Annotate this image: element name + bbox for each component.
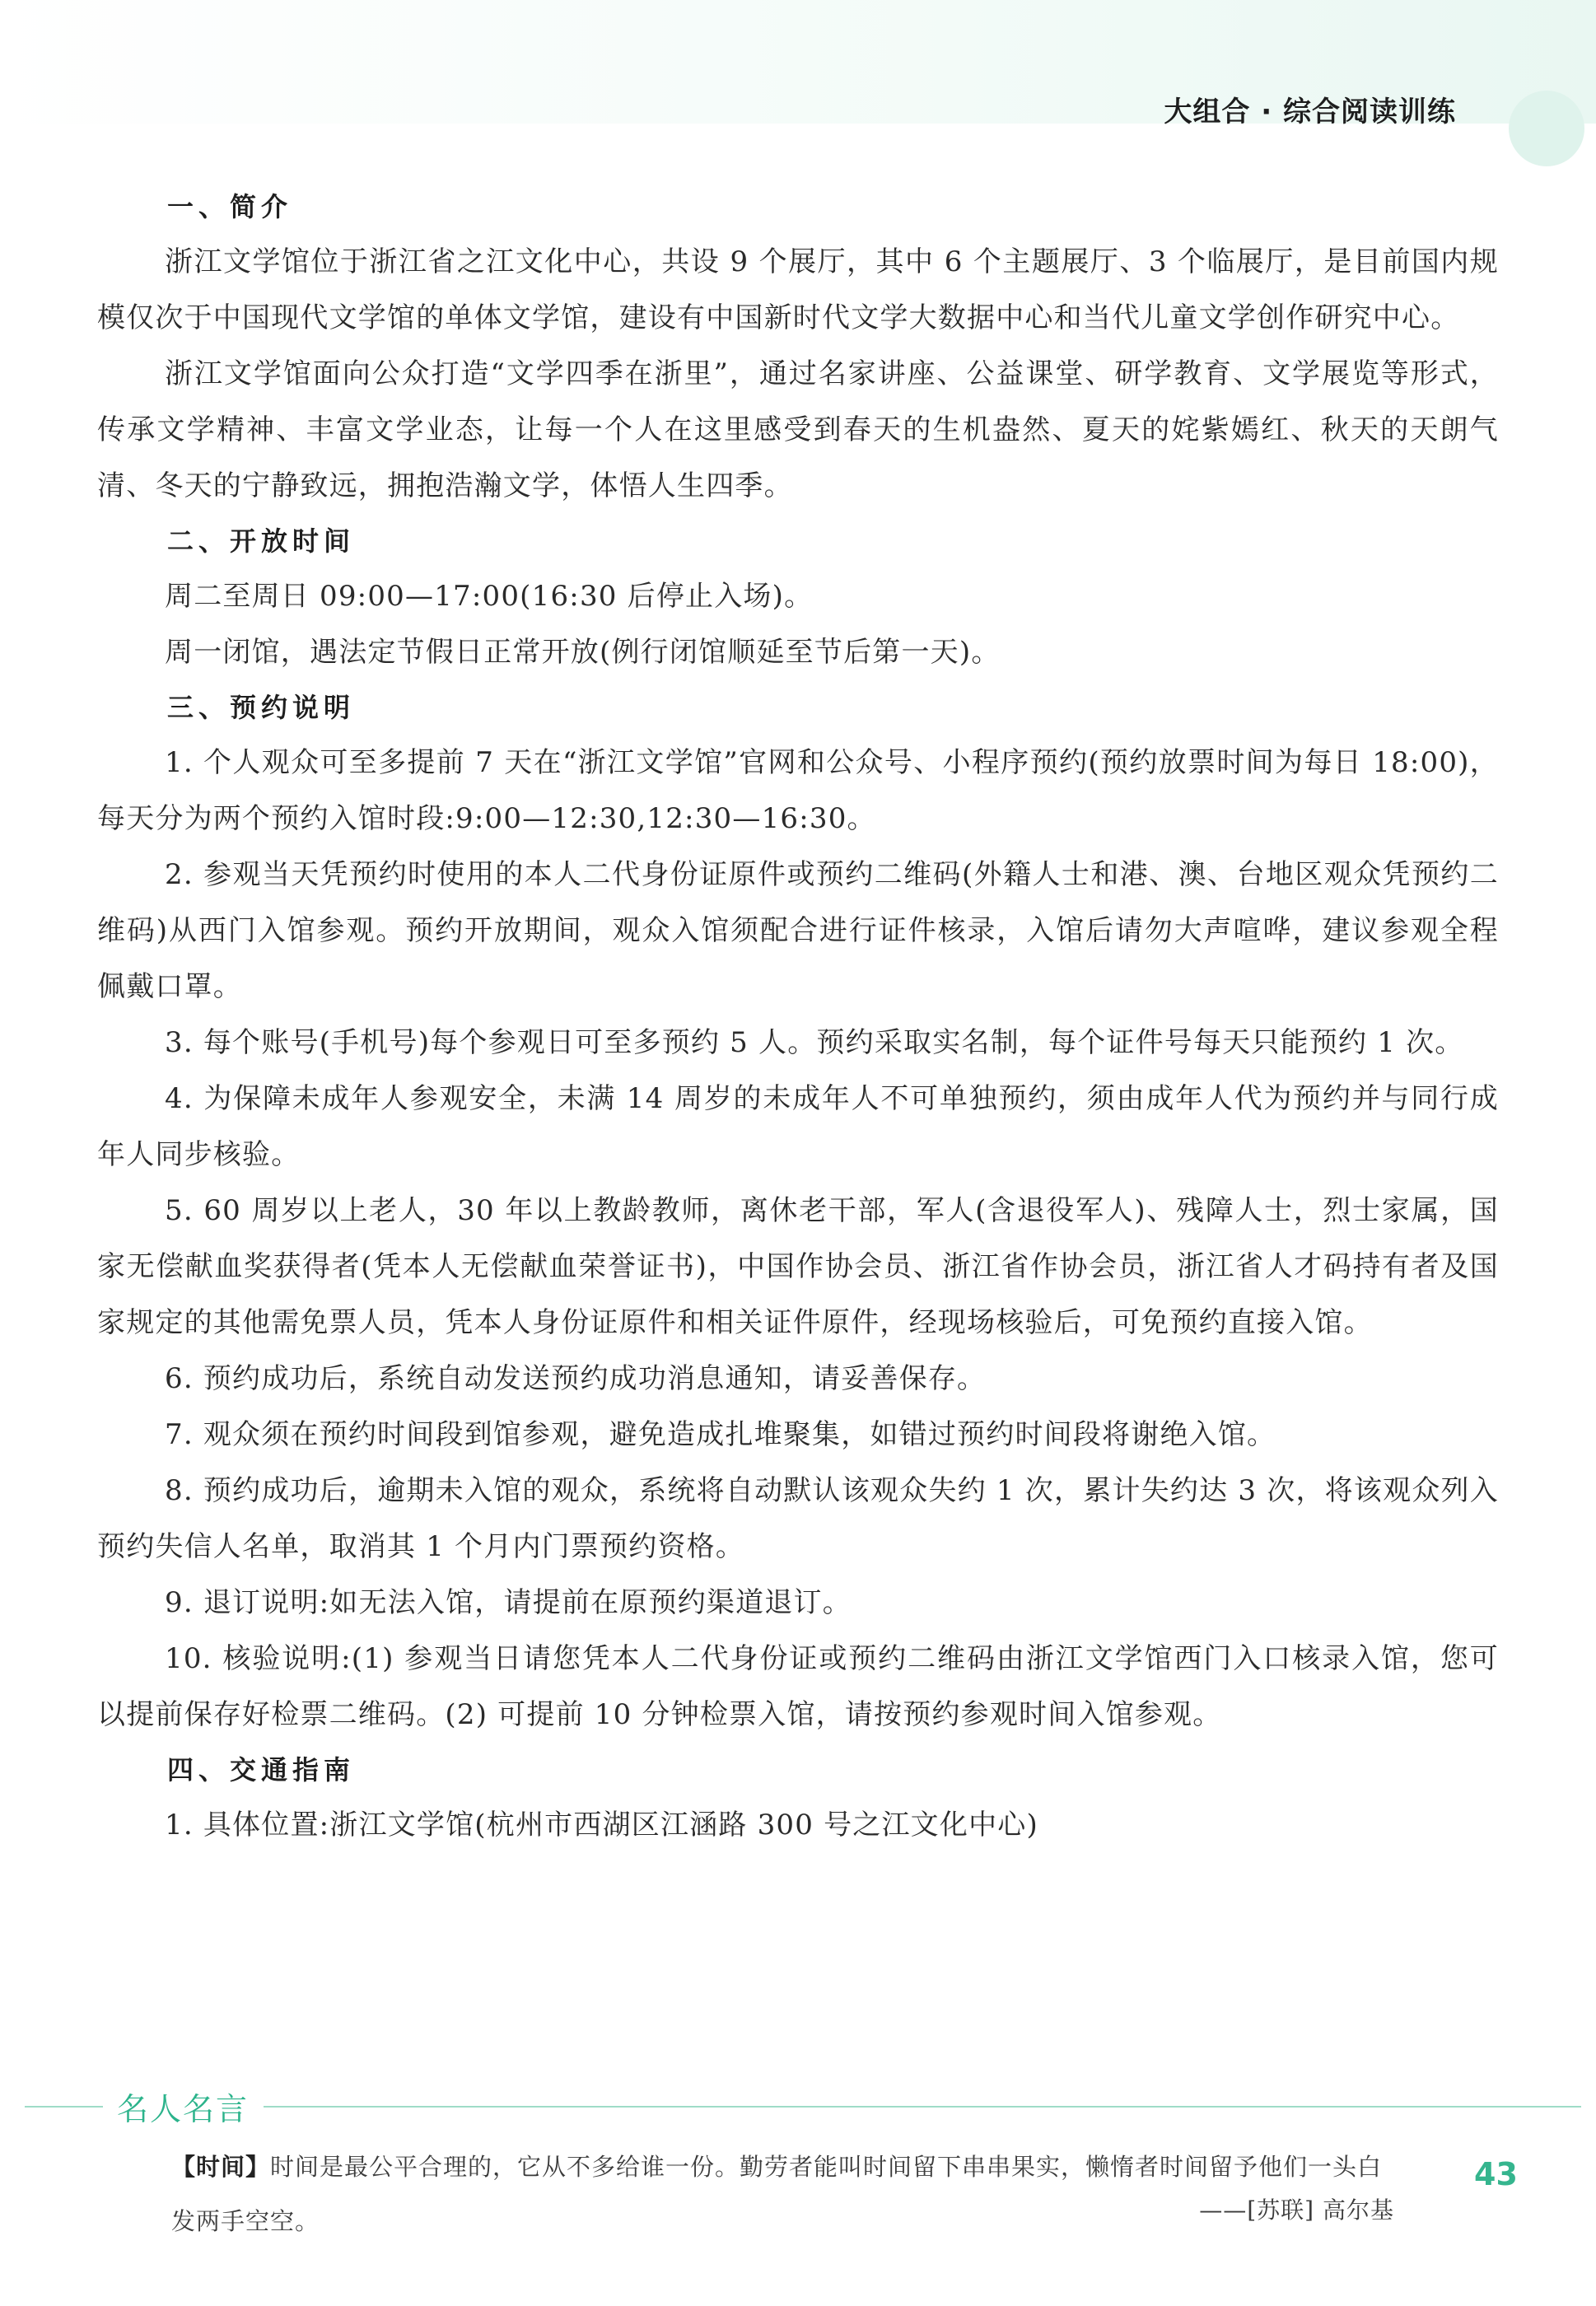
list-item: 3. 每个账号(手机号)每个参观日可至多预约 5 人。预约采取实名制，每个证件号每天只能预约 1 次。 <box>165 1026 1464 1059</box>
list-item: 2. 参观当天凭预约时使用的本人二代身份证原件或预约二维码(外籍人士和港、澳、台地区观众凭预约二维码)从西门入馆参观。预约开放期间，观众入馆须配合进行证件核录，入馆后请勿大声喧哗，建议参观全程佩戴口罩。 <box>97 858 1499 1003</box>
paragraph: 浙江文学馆位于浙江省之江文化中心，共设 9 个展厅，其中 6 个主题展厅、3 个临展厅，是目前国内规模仅次于中国现代文学馆的单体文学馆，建设有中国新时代文学大数据中心和当代儿童文学创作研究中心。 <box>97 245 1499 334</box>
quote-text: 时间是最公平合理的，它从不多给谁一份。勤劳者能叫时间留下串串果实，懒惰者时间留予他们一头白发两手空空。 <box>171 2153 1383 2235</box>
list-item: 10. 核验说明:(1) 参观当日请您凭本人二代身份证或预约二维码由浙江文学馆西门入口核录入馆，您可以提前保存好检票二维码。(2) 可提前 10 分钟检票入馆，请按预约参观时间入馆参观。 <box>97 1642 1499 1731</box>
page-body <box>97 180 1499 1853</box>
list-item: 6. 预约成功后，系统自动发送预约成功消息通知，请妥善保存。 <box>165 1362 987 1395</box>
list-item: 1. 具体位置:浙江文学馆(杭州市西湖区江涵路 300 号之江文化中心) <box>165 1809 1038 1842</box>
quote-source: ——[苏联] 高尔基 <box>1199 2196 1394 2224</box>
footer-label: 名人名言 <box>117 2091 250 2127</box>
list-item: 4. 为保障未成年人参观安全，未满 14 周岁的未成年人不可单独预约，须由成年人代为预约并与同行成年人同步核验。 <box>97 1082 1499 1171</box>
paragraph: 浙江文学馆面向公众打造“文学四季在浙里”，通过名家讲座、公益课堂、研学教育、文学展览等形式，传承文学精神、丰富文学业态，让每一个人在这里感受到春天的生机盎然、夏天的姹紫嫣红、秋天的天朗气清、冬天的宁静致远，拥抱浩瀚文学，体悟人生四季。 <box>97 357 1499 502</box>
paragraph: 周二至周日 09:00—17:00(16:30 后停止入场)。 <box>165 580 814 613</box>
list-item: 9. 退订说明:如无法入馆，请提前在原预约渠道退订。 <box>165 1586 852 1619</box>
list-item: 1. 个人观众可至多提前 7 天在“浙江文学馆”官网和公众号、小程序预约(预约放票时间为每日 18:00)，每天分为两个预约入馆时段:9:00—12:30,12:30—16:30。 <box>97 746 1499 835</box>
section-heading-transport: 四、交通指南 <box>167 1754 356 1786</box>
section-heading-hours: 二、开放时间 <box>167 525 356 557</box>
section-heading-intro: 一、简介 <box>167 191 293 222</box>
list-item: 5. 60 周岁以上老人，30 年以上教龄教师，离休老干部，军人(含退役军人)、残障人士，烈士家属，国家无偿献血奖获得者(凭本人无偿献血荣誉证书)，中国作协会员、浙江省作协会员，浙江省人才码持有者及国家规定的其他需免票人员，凭本人身份证原件和相关证件原件，经现场核验后，可免预约直接入馆。 <box>97 1194 1499 1339</box>
footer-divider-right <box>264 2106 1581 2108</box>
header-decoration <box>1509 91 1584 166</box>
paragraph: 周一闭馆，遇法定节假日正常开放(例行闭馆顺延至节后第一天)。 <box>165 636 1001 669</box>
quote-tag: 【时间】 <box>171 2153 271 2181</box>
list-item: 8. 预约成功后，逾期未入馆的观众，系统将自动默认该观众失约 1 次，累计失约达 3 次，将该观众列入预约失信人名单，取消其 1 个月内门票预约资格。 <box>97 1474 1499 1563</box>
list-item: 7. 观众须在预约时间段到馆参观，避免造成扎堆聚集，如错过预约时间段将谢绝入馆。 <box>165 1418 1276 1451</box>
section-heading-booking: 三、预约说明 <box>167 692 356 723</box>
footer-divider-left <box>25 2106 103 2108</box>
running-header: 大组合 · 综合阅读训练 <box>1164 96 1456 128</box>
page-number: 43 <box>1474 2156 1518 2192</box>
